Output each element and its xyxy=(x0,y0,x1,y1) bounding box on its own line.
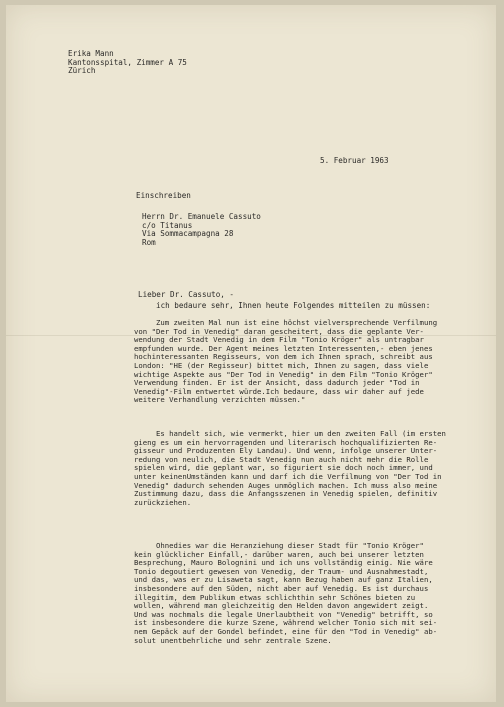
sender-address: Erika Mann Kantonsspital, Zimmer A 75 Zürich xyxy=(68,49,187,75)
salutation: Lieber Dr. Cassuto, - xyxy=(138,290,235,299)
registered-mail-note: Einschreiben xyxy=(136,191,191,200)
body-paragraph-3: Ohnedies war die Heranziehung dieser Stadt für "Tonio Kröger" kein glücklicher Einfall,- darüber waren, auch bei unserer letzten Besprechung, Mauro Bolognini und ich uns vollständig einig. Nie wäre Tonio degoutiert gewesen von Venedig, der Traum- und Ausnahmestadt, und das, was er zu Lisaweta sagt, kann Bezug haben auf ganz Italien, insbesondere auf den Süden, nicht aber auf Venedig. Es ist durchaus illegitim, dem Publikum etwas schlichthin sehr Schönes bieten zu wollen, während man gleichzeitig den Helden davon angewidert zeigt. Und was nochmals die legale Unerlaubtheit von "Venedig" betrifft, so ist insbesondere die kurze Szene, während welcher Tonio sich mit sei- nem Gepäck auf der Gondel befindet, eine für den "Tod in Venedig" ab- solut unentbehrliche und sehr zentrale Szene. xyxy=(134,541,438,645)
letter-date: 5. Februar 1963 xyxy=(320,156,389,165)
letter-page xyxy=(6,5,496,702)
body-paragraph-2: Es handelt sich, wie vermerkt, hier um den zweiten Fall (im ersten gieng es um ein hervorragenden und literarisch hochqualifizierten Re- gisseur und Produzenten Ely Landau). Und wenn, infolge unserer Unter- redung von neulich, die Stadt Venedig nun auch nicht mehr die Rolle spielen wird, die geplant war, so figuriert sie doch noch immer, und unter keinenUmständen kann und darf ich die Verfilmung von "Der Tod in Venedig" dadurch sehenden Auges unmöglich machen. Ich muss also meine Zustimmung dazu, dass die Anfangsszenen in Venedig spielen, definitiv zurückziehen. xyxy=(134,429,446,507)
recipient-address: Herrn Dr. Emanuele Cassuto c/o Titanus Via Sommacampagna 28 Rom xyxy=(142,212,261,247)
intro-line: ich bedaure sehr, Ihnen heute Folgendes mitteilen zu müssen: xyxy=(156,301,431,310)
body-paragraph-1: Zum zweiten Mal nun ist eine höchst vielversprechende Verfilmung von "Der Tod in Venedig" daran gescheitert, dass die geplante Ver- wendung der Stadt Venedig in dem Film "Tonio Kröger" als untragbar empfunden wurde. Der Agent meines letzten Interessenten,- eben jenes hochinteressanten Regisseurs, von dem ich Ihnen sprach, schreibt aus London: "HE (der Regisseur) bittet mich, Ihnen zu sagen, dass viele wichtige Aspekte aus "Der Tod in Venedig" in dem Film "Tonio Kröger" Verwendung finden. Er ist der Ansicht, dass dadurch jeder "Tod in Venedig"-Film entwertet würde.Ich bedaure, dass wir daher auf jede weitere Verhandlung verzichten müssen." xyxy=(134,318,438,405)
